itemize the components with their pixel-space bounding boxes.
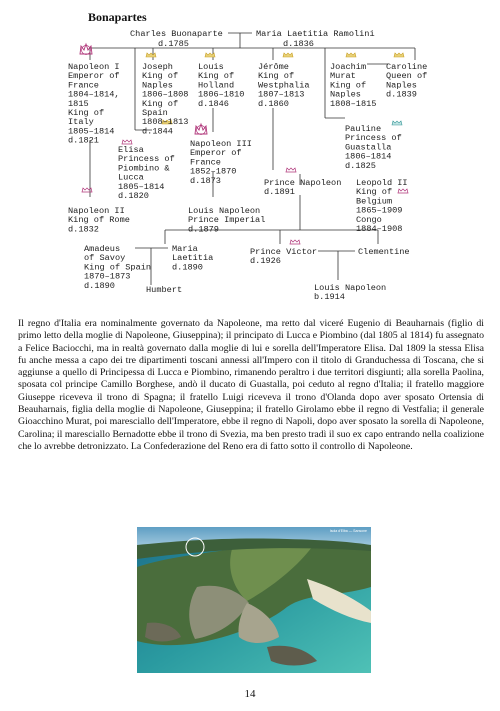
person-line: King of	[258, 71, 295, 82]
person-line: d.1860	[258, 98, 289, 109]
person-line: Guastalla	[345, 142, 392, 153]
person-louis	[198, 62, 244, 109]
person-line: Queen of	[386, 71, 428, 82]
person-jerome	[258, 62, 310, 109]
person-line: Napoleon I	[68, 62, 120, 72]
person-line: d.1839	[386, 89, 417, 100]
crown-icon	[146, 53, 156, 57]
person-elisa	[118, 145, 175, 201]
person-humbert: Humbert	[146, 285, 183, 295]
person-line: d.1832	[68, 224, 99, 235]
person-line: Louis Napoleon	[188, 206, 261, 216]
person-line: King of	[198, 71, 235, 82]
person-line: Napoleon III	[190, 139, 252, 149]
person-line: Princess of	[118, 154, 175, 165]
person-line: d.1844	[142, 126, 173, 137]
person-line: Joachim	[330, 62, 367, 72]
page-title: Bonapartes	[88, 10, 147, 24]
person-line: d.1820	[118, 191, 149, 201]
person-line: 1865–1909	[356, 205, 403, 216]
person-line: of Savoy	[84, 253, 126, 264]
person-line: King of	[142, 98, 179, 109]
person-line: d.1891	[264, 187, 295, 198]
person-line: 1805–1814	[68, 126, 115, 137]
person-line: King of Rome	[68, 215, 130, 226]
person-line: Prince Victor	[250, 247, 318, 257]
person-line: 1815	[68, 98, 89, 109]
person-line: Naples	[142, 80, 173, 91]
person-line: d.1873	[190, 175, 221, 186]
person-line: d.1825	[345, 160, 376, 171]
person-line: King of	[68, 108, 105, 118]
person-line: Laetitia	[172, 253, 214, 264]
person-napoleon-ii	[68, 206, 130, 234]
person-line: d.1890	[84, 280, 115, 291]
person-line: Emperor of	[68, 71, 120, 82]
crown-icon	[205, 53, 215, 57]
person-line: d.1846	[198, 98, 229, 109]
person-amadeus	[84, 244, 151, 291]
person-line: Pauline	[345, 124, 382, 134]
person-napoleon-iii	[190, 139, 252, 186]
person-line: King of	[142, 71, 179, 82]
person-line: Prince Napoleon	[264, 178, 342, 188]
person-napoleon-i	[68, 62, 120, 146]
person-line: Piombino &	[118, 163, 170, 174]
person-line: Murat	[330, 71, 356, 82]
island-photo	[137, 527, 371, 673]
person-line: King of	[330, 80, 367, 91]
person-line: Joseph	[142, 62, 173, 72]
person-line: Amadeus	[84, 244, 121, 254]
person-clementine: Clementine	[358, 247, 410, 257]
crown-icon	[82, 188, 92, 192]
person-line: 1806–1808	[142, 89, 189, 100]
person-prince-victor	[250, 247, 317, 266]
person-line: d.1890	[172, 262, 203, 273]
person-line: Congo	[356, 214, 382, 225]
crown-icon	[195, 124, 207, 135]
person-line: 1806–1814	[345, 151, 392, 162]
person-line: 1804–1814,	[68, 89, 120, 100]
person-joseph	[142, 62, 188, 136]
person-line: Prince Imperial	[188, 215, 266, 226]
person-line: France	[68, 80, 99, 91]
person-line: Louis Napoleon	[314, 283, 387, 293]
person-line: Princess of	[345, 133, 402, 144]
person-line: Emperor of	[190, 148, 242, 159]
crown-icon	[392, 121, 402, 125]
person-line: Maria	[172, 244, 198, 254]
person-line: 1852–1870	[190, 166, 237, 177]
person-line: d.1879	[188, 224, 219, 235]
crown-icon	[122, 140, 132, 144]
person-line: 1806–1810	[198, 89, 245, 100]
person-line: King of Spain	[84, 262, 152, 273]
person-line: Spain	[142, 108, 168, 118]
person-line: Leopold II	[356, 178, 408, 188]
person-joachim-murat	[330, 62, 376, 109]
person-prince-napoleon	[264, 178, 341, 197]
person-line: Italy	[68, 117, 94, 128]
person-line: 1808–1815	[330, 98, 377, 109]
person-line: 1870–1873	[84, 271, 131, 282]
crown-icon	[394, 53, 404, 57]
crown-icon	[398, 189, 408, 193]
person-line: Caroline	[386, 62, 428, 72]
person-line: b.1914	[314, 292, 345, 303]
person-line: d.1821	[68, 135, 99, 146]
person-line: 1807–1813	[258, 89, 305, 100]
person-letizia-death: d.1836	[283, 39, 314, 49]
person-line: 1805–1814	[118, 181, 165, 192]
crown-icon	[290, 240, 300, 244]
person-line: d.1926	[250, 256, 281, 267]
family-tree	[0, 0, 500, 305]
person-letizia: Maria Laetitia Ramolini	[256, 29, 375, 39]
person-louis-napoleon-b1914	[314, 283, 386, 302]
person-charles: Charles Buonaparte	[130, 29, 223, 39]
person-line: Naples	[386, 80, 417, 91]
person-line: Louis	[198, 62, 224, 72]
person-line: France	[190, 157, 221, 168]
person-line: King of	[356, 187, 393, 198]
crown-icon	[283, 53, 293, 57]
photo-caption: Isola d'Elba — Sansone	[329, 529, 367, 533]
person-charles-death: d.1785	[158, 39, 189, 49]
page-number: 14	[244, 688, 256, 700]
crown-icon	[346, 53, 356, 57]
person-line: Jérôme	[258, 62, 289, 72]
person-line: Lucca	[118, 172, 144, 183]
crown-icon	[286, 168, 296, 172]
person-leopold-ii	[356, 178, 408, 234]
person-caroline	[386, 62, 427, 100]
person-pauline	[345, 124, 402, 171]
body-paragraph: Il regno d'Italia era nominalmente governato da Napoleone, ma retto dal viceré Eugenio di Beauharnais (figlio di primo letto della moglie di Napoleone, Giuseppina); il principato di Lucca e Piombino (dal 1805 al 1814) fu assegnato a Felice Baciocchi, ma in realtà governato dalla moglie di lui e sorella dell'Imperatore Elisa. Dal 1809 la stessa Elisa fu anche messa a capo dei tre dipartimenti toscani annessi all'Impero con il titolo di Granduchessa di Toscana, che si aggiunse a quello di Principessa di Lucca e Piombino, rimanendo peraltro i due territori disgiunti; alla sorella Paolina, sposata col principe Camillo Borghese, andò il ducato di Guastalla, poi ceduto al regno d'Italia; il fratello maggiore Giuseppe riceveva il trono di Spagna; il fratello Luigi riceveva il trono d'Olanda dopo aver sposato Ortensia di Beauharnais, figlia della moglie di Napoleone, Giuseppina; il fratello Girolamo ebbe il regno di Vestfalia; il generale Gioacchino Murat, poi maresciallo dell'Imperatore, ebbe il regno di Napoli, dopo aver sposato la sorella di Napoleone, Carolina; il maresciallo Bernadotte ebbe il trono di Svezia, ma ben presto tradì il suo ex capo entrando nella coalizione che lo avrebbe detronizzato. La Confederazione del Reno era di fatto sotto il controllo di Napoleone.	[18, 318, 484, 452]
person-maria-laetitia	[172, 244, 213, 272]
person-line: Belgium	[356, 196, 393, 207]
person-line: Holland	[198, 80, 235, 91]
person-line: 1808–1813	[142, 117, 189, 128]
person-line: 1884–1908	[356, 224, 403, 234]
person-line: Elisa	[118, 145, 144, 155]
person-line: Napoleon II	[68, 206, 125, 216]
person-line: Westphalia	[258, 80, 310, 91]
person-line: Naples	[330, 89, 361, 100]
